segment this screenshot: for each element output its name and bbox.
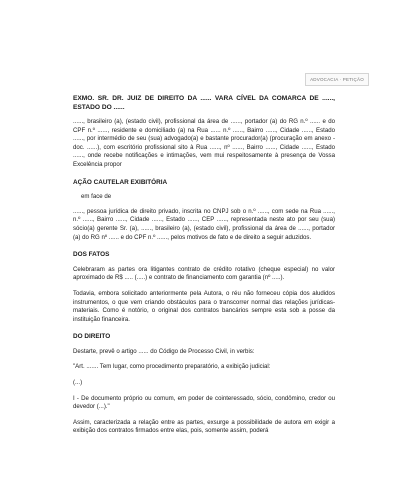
- intro-paragraph: ......, brasileiro (a), (estado civil), profissional da área de ......, portador (a) do RG n.º ...... e do CPF n.º ......, residente e domiciliado (a) na Rua ...... n.º ......, Bairro ......, Cidade ......, Estado ......, por intermédio de seu (sua) advogado(a) e bastante procurador(a) (procuração em anexo - doc. ......), com escritório profissional sito à Rua ......, nº ......, Bairro ......, Cidade ......, Estado ......, onde recebe notificações e intimações, vem mui respeitosamente à presença de Vossa Excelência propor: [73, 118, 335, 168]
- document-body: [73, 94, 335, 436]
- defendant-paragraph: ......, pessoa jurídica de direito privado, inscrita no CNPJ sob o n.º ......, com sede na Rua ......, n.º ......, Bairro ......, Cidade ......, Estado ......, CEP ......, representada neste ato por seu (sua) sócio(a) gerente Sr. (a), ......, brasileiro (a), (estado civil), profissional da área de ......, portador (a) do RG nº ...... e do CPF n.º ......, pelos motivos de fato e de direito a seguir aduzidos.: [73, 207, 335, 241]
- facts-title: DOS FATOS: [73, 251, 110, 259]
- law-ellipsis: (...): [73, 379, 83, 387]
- law-item: I - De documento próprio ou comum, em poder de cointeressado, sócio, condômino, credor ou devedor (...).": [73, 394, 335, 411]
- court-heading: EXMO. SR. DR. JUIZ DE DIREITO DA ...... VARA CÍVEL DA COMARCA DE ......, ESTADO DO ......: [73, 95, 335, 111]
- facts-paragraph-1: Celebraram as partes ora litigantes contrato de crédito rotativo (cheque especial) no valor aproximado de R$ ..... (.....) e contrato de financiamento com garantia (nº .....).: [73, 265, 335, 282]
- law-paragraph-2: Assim, caracterizada a relação entre as partes, exsurge a possibilidade de autora em exigir a exibição dos contratos firmados entre elas, pois, somente assim, poderá: [73, 418, 335, 435]
- law-title: DO DIREITO: [73, 333, 111, 341]
- facts-paragraph-2: Todavia, embora solicitado anteriormente pela Autora, o réu não forneceu cópia dos aludidos instrumentos, o que vem criando obstáculos para o transcorrer normal das relações jurídicas-materiais. Como é notório, o original dos contratos bancários sempre esta sob a posse da instituição financeira.: [73, 289, 335, 323]
- action-title: AÇÃO CAUTELAR EXIBITÓRIA: [73, 178, 168, 186]
- law-paragraph-1: Destarte, prevê o artigo ...... do Código de Processo Civil, in verbis:: [73, 347, 255, 355]
- document-stamp: ADVOCACIA · PETIÇÃO: [305, 73, 369, 86]
- law-quote: "Art. ....... Tem lugar, como procedimento preparatório, a exibição judicial:: [73, 363, 271, 371]
- against-text: em face de: [81, 193, 112, 201]
